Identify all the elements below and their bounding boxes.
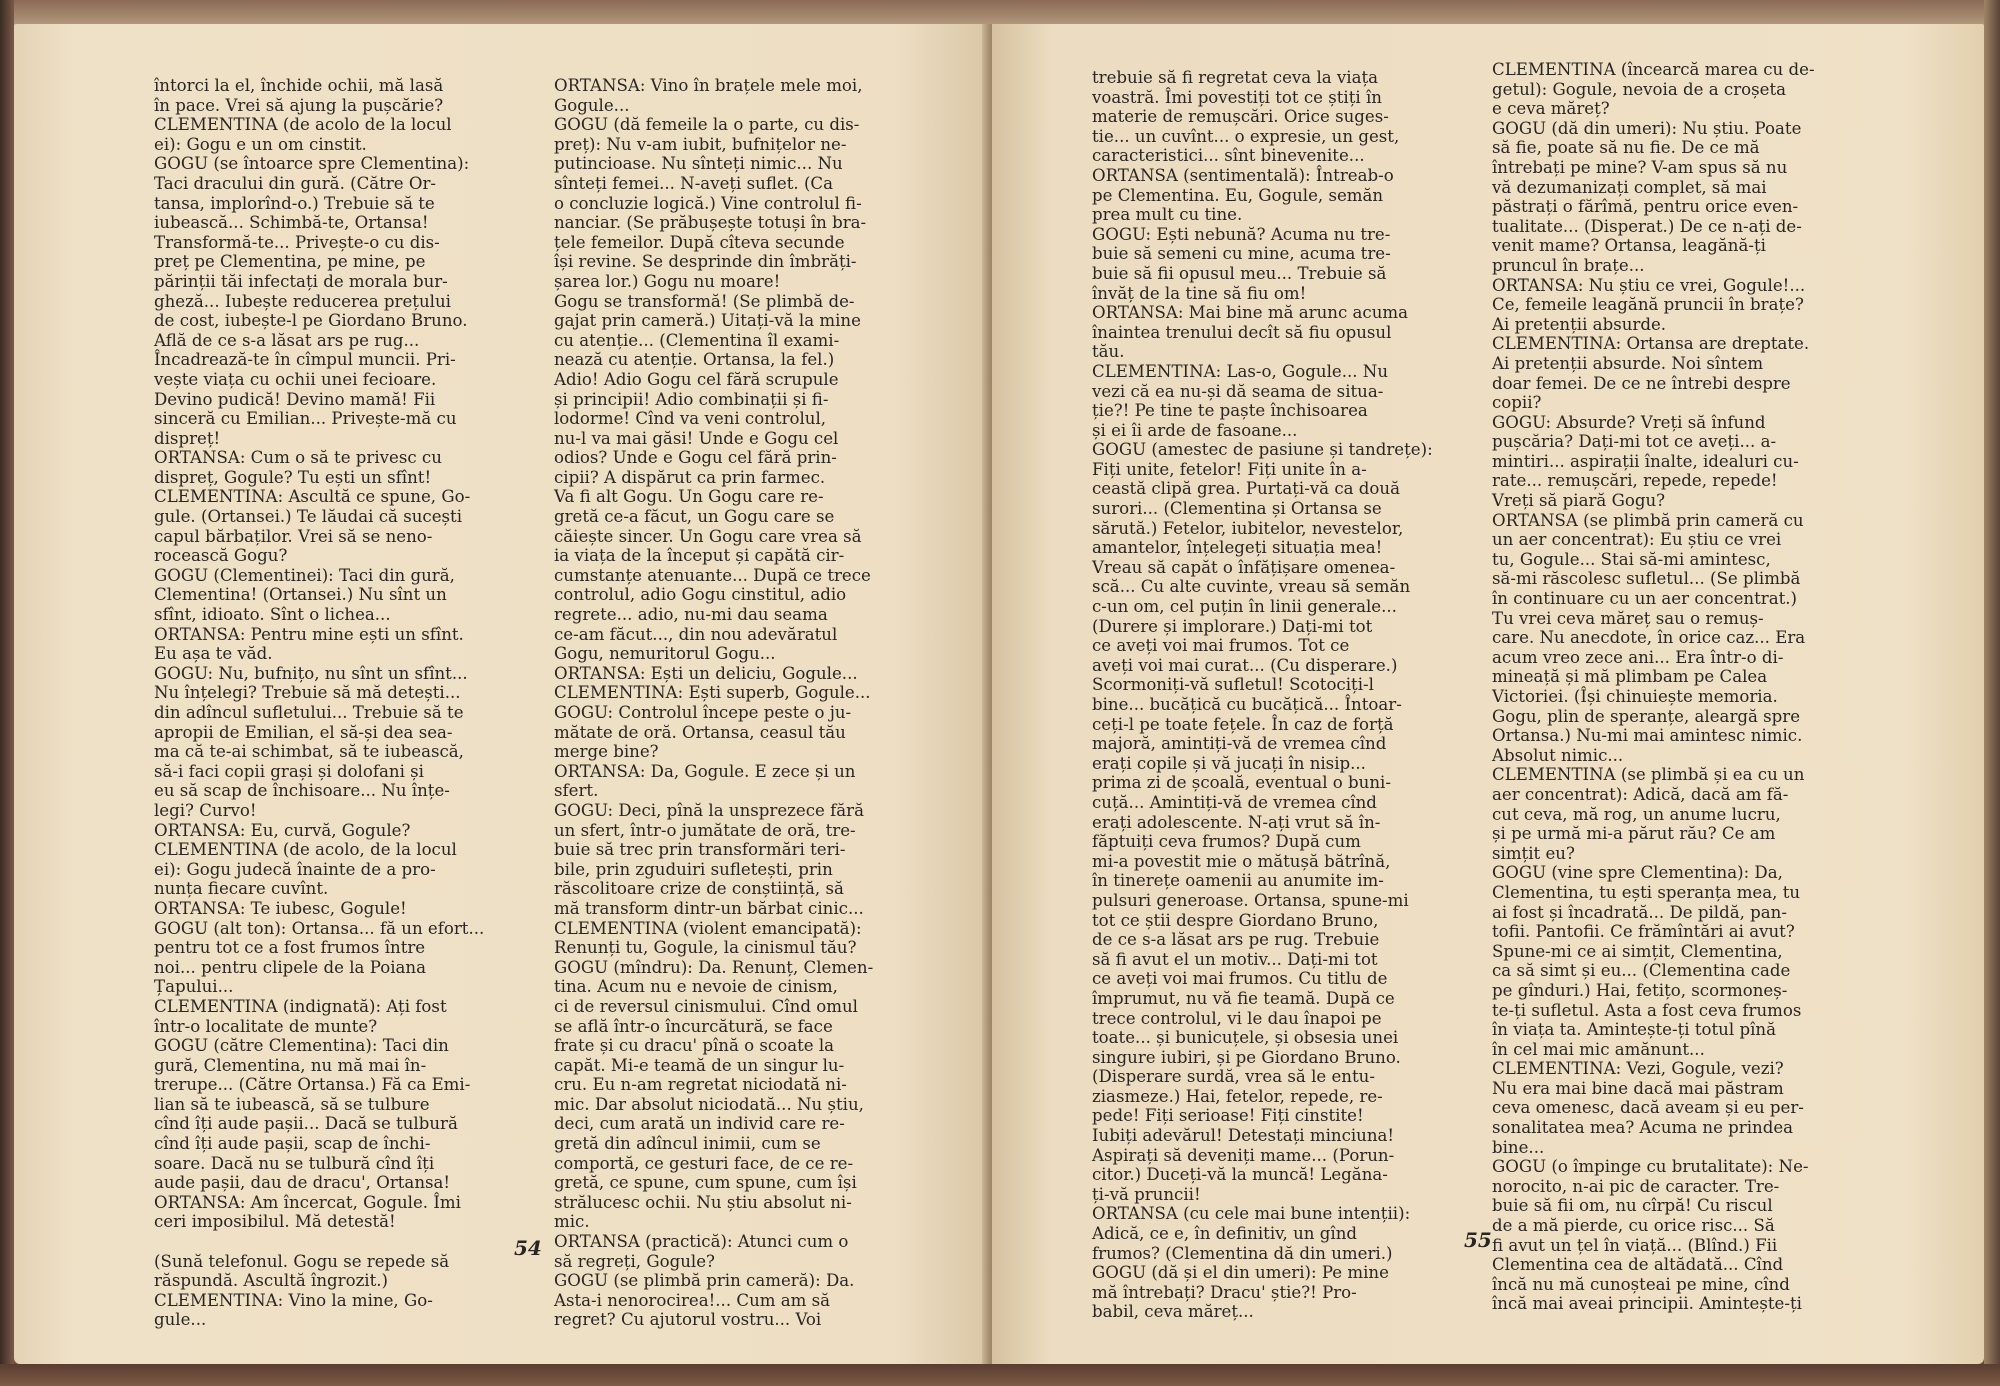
- text-line: mic. Dar absolut niciodată... Nu știu,: [554, 1094, 864, 1114]
- text-line: c-un om, cel puțin în linii generale...: [1092, 597, 1397, 617]
- text-line: Ai pretenții absurde.: [1492, 314, 1667, 334]
- text-line: merge bine?: [554, 742, 659, 762]
- text-line: gheză... Iubește reducerea prețului: [154, 291, 451, 311]
- text-line: CLEMENTINA (de acolo, de la locul: [154, 840, 457, 860]
- text-line: voastră. Îmi povestiți tot ce știți în: [1092, 87, 1382, 107]
- text-line: GOGU (o împinge cu brutalitate): Ne-: [1492, 1157, 1809, 1177]
- text-line: gretă din adîncul inimii, cum se: [554, 1134, 821, 1154]
- text-line: Scormoniți-vă sufletul! Scotociți-l: [1092, 675, 1374, 695]
- text-line: cru. Eu n-am regretat niciodată ni-: [554, 1075, 847, 1095]
- scan-bottom-edge: [0, 1364, 2000, 1386]
- text-line: cu atenție... (Clementina îl exami-: [554, 330, 840, 350]
- text-line: vezi că ea nu-și dă seama de situa-: [1092, 381, 1384, 401]
- text-line: CLEMENTINA: Vezi, Gogule, vezi?: [1492, 1059, 1784, 1079]
- text-line: getul): Gogule, nevoia de a croșeta: [1492, 79, 1787, 99]
- text-line: Clementina cea de altădată... Cînd: [1492, 1255, 1784, 1275]
- text-line: se află într-o încurcătură, se face: [554, 1016, 833, 1036]
- text-line: ORTANSA: Da, Gogule. E zece și un: [554, 761, 856, 781]
- text-line: norocito, n-ai pic de caracter. Tre-: [1492, 1176, 1780, 1196]
- text-line: ma că te-ai schimbat, să te iubească,: [154, 742, 464, 762]
- text-line: cumstanțe atenuante... După ce trece: [554, 565, 871, 585]
- text-line: GOGU (dă și el din umeri): Pe mine: [1092, 1263, 1389, 1283]
- text-line: GOGU: Nu, bufnițo, nu sînt un sfînt...: [154, 663, 468, 683]
- text-line: rocească Gogu?: [154, 546, 288, 566]
- text-line: preț): Nu v-am iubit, bufnițelor ne-: [554, 134, 847, 154]
- text-line: ca să simt și eu... (Clementina cade: [1492, 961, 1791, 981]
- text-line: bine...: [1492, 1137, 1545, 1157]
- text-line: trebuie să fi regretat ceva la viața: [1092, 68, 1379, 87]
- text-line: un sfert, într-o jumătate de oră, tre-: [554, 820, 856, 840]
- text-line: GOGU (dă femeile la o parte, cu dis-: [554, 115, 860, 135]
- text-line: GOGU (către Clementina): Taci din: [154, 1036, 449, 1056]
- text-line: ci de reversul cinismului. Cînd omul: [554, 996, 858, 1016]
- text-line: aveți voi mai curat... (Cu disperare.): [1092, 655, 1398, 675]
- text-line: Aspirați să deveniți mame... (Porun-: [1092, 1145, 1395, 1165]
- text-line: Vreau să capăt o înfățișare omenea-: [1092, 557, 1396, 577]
- text-line: cuță... Amintiți-vă de vremea cînd: [1092, 792, 1377, 812]
- text-line: să fi avut el un motiv... Dați-mi tot: [1092, 949, 1378, 969]
- text-line: și pe urmă mi-a părut rău? Ce am: [1492, 824, 1776, 844]
- text-line: ceva omenesc, dacă aveam și eu per-: [1492, 1098, 1804, 1118]
- text-line: (Durere și implorare.) Dați-mi tot: [1092, 616, 1373, 636]
- text-line: ORTANSA: Cum o să te privesc cu: [154, 448, 442, 468]
- text-line: ORTANSA: Mai bine mă arunc acuma: [1092, 303, 1409, 323]
- text-line: căiește sincer. Un Gogu care vrea să: [554, 526, 862, 546]
- text-line: ORTANSA: Te iubesc, Gogule!: [154, 898, 407, 918]
- text-line: ceți-l pe toate fețele. În caz de forță: [1092, 714, 1394, 734]
- text-line: e ceva măreț?: [1492, 99, 1610, 119]
- text-line: legi? Curvo!: [154, 800, 257, 820]
- text-line: făptuiți ceva frumos? După cum: [1092, 832, 1361, 852]
- text-line: amantelor, înțelegeți situația mea!: [1092, 538, 1383, 558]
- text-line: tie... un cuvînt... o expresie, un gest,: [1092, 126, 1400, 146]
- text-line: gură, Clementina, nu mă mai în-: [154, 1055, 427, 1075]
- text-line: apropii de Emilian, el să-și dea sea-: [154, 722, 453, 742]
- text-line: cînd îți aude pașii... Dacă se tulbură: [154, 1114, 458, 1134]
- right-page-column-2: [1492, 60, 1815, 1314]
- text-line: GOGU (vine spre Clementina): Da,: [1492, 863, 1783, 883]
- text-line: mic.: [554, 1212, 590, 1232]
- text-line: mi-a povestit mie o mătușă bătrînă,: [1092, 851, 1391, 871]
- text-line: rate... remușcări, repede, repede!: [1492, 471, 1778, 491]
- text-line: ce-am făcut..., din nou adevăratul: [554, 624, 838, 644]
- text-line: mă întrebați? Dracu' știe?! Pro-: [1092, 1282, 1357, 1302]
- text-line: Află de ce s-a lăsat ars pe rug...: [154, 330, 420, 350]
- text-line: ORTANSA: Vino în brațele mele moi,: [554, 76, 863, 95]
- text-line: (Disperare surdă, vrea să le entu-: [1092, 1067, 1375, 1087]
- text-line: ORTANSA: Nu știu ce vrei, Gogule!...: [1492, 275, 1806, 295]
- text-line: nu-l va mai găsi! Unde e Gogu cel: [554, 428, 839, 448]
- text-line: eu să scap de închisoare... Nu înțe-: [154, 781, 450, 801]
- text-line: împrumut, nu vă fie teamă. După ce: [1092, 988, 1395, 1008]
- text-line: surori... (Clementina și Ortansa se: [1092, 499, 1382, 519]
- text-line: să-i faci copii grași și dolofani și: [154, 761, 424, 781]
- text-line: țele femeilor. După cîteva secunde: [554, 232, 845, 252]
- right-page: [992, 24, 1984, 1364]
- text-line: gretă ce-a făcut, un Gogu care se: [554, 507, 835, 527]
- text-line: gretă, ce spune, cum spune, cum își: [554, 1173, 857, 1193]
- text-line: deci, cum arată un individ care re-: [554, 1114, 845, 1134]
- text-line: Spune-mi ce ai simțit, Clementina,: [1492, 941, 1783, 961]
- text-line: Eu așa te văd.: [154, 644, 273, 664]
- text-line: Tu vrei ceva măreț sau o remuș-: [1492, 608, 1764, 628]
- text-line: lodorme! Cînd va veni controlul,: [554, 409, 827, 429]
- text-line: mineață și mă plimbam pe Calea: [1492, 667, 1768, 687]
- text-line: șarea lor.) Gogu nu moare!: [554, 271, 781, 291]
- text-line: CLEMENTINA (de acolo de la locul: [154, 115, 452, 135]
- text-line: capul bărbaților. Vrei să se neno-: [154, 526, 433, 546]
- text-line: caracteristici... sînt binevenite...: [1092, 146, 1365, 166]
- text-line: doar femei. De ce ne întrebi despre: [1492, 373, 1791, 393]
- text-line: CLEMENTINA: Vino la mine, Go-: [154, 1290, 433, 1310]
- text-line: mă transform dintr-un bărbat cinic...: [554, 898, 864, 918]
- text-line: pușcăria? Dați-mi tot ce aveți... a-: [1492, 432, 1777, 452]
- text-line: GOGU (mîndru): Da. Renunț, Clemen-: [554, 957, 874, 977]
- text-line: odios? Unde e Gogu cel fără prin-: [554, 448, 837, 468]
- text-line: nunța fiecare cuvînt.: [154, 879, 329, 899]
- left-page-column-2: [554, 76, 873, 1330]
- scan-top-edge: [0, 0, 2000, 26]
- text-line: răspundă. Ascultă îngrozit.): [154, 1271, 389, 1291]
- text-line: fi avut un țel în viață... (Blînd.) Fii: [1492, 1235, 1778, 1255]
- left-page-column-1: [154, 76, 484, 1330]
- text-line: Clementina! (Ortansei.) Nu sînt un: [154, 585, 447, 605]
- text-line: pe Clementina. Eu, Gogule, semăn: [1092, 185, 1384, 205]
- text-line: Absolut nimic...: [1492, 745, 1624, 765]
- text-line: simțit eu?: [1492, 843, 1575, 863]
- text-line: lian să te iubească, să se tulbure: [154, 1094, 430, 1114]
- text-line: sfert.: [554, 781, 599, 801]
- text-line: întorci la el, închide ochii, mă lasă: [154, 76, 444, 95]
- text-line: CLEMENTINA: Ești superb, Gogule...: [554, 683, 871, 703]
- text-line: GOGU (alt ton): Ortansa... fă un efort...: [154, 918, 485, 938]
- text-line: materie de remușcări. Orice suges-: [1092, 107, 1389, 127]
- text-line: ei): Gogu e un om cinstit.: [154, 134, 367, 154]
- text-line: copii?: [1492, 393, 1542, 413]
- text-line: prea mult cu tine.: [1092, 205, 1243, 225]
- text-line: Gogu, plin de speranțe, aleargă spre: [1492, 706, 1801, 726]
- text-line: capăt. Mi-e teamă de un singur lu-: [554, 1055, 845, 1075]
- text-line: de cost, iubește-l pe Giordano Bruno.: [154, 311, 468, 331]
- text-line: noi... pentru clipele de la Poiana: [154, 957, 426, 977]
- left-page: [14, 24, 990, 1364]
- text-line: dispreț!: [154, 428, 221, 448]
- text-line: GOGU (amestec de pasiune și tandrețe):: [1092, 440, 1433, 460]
- text-line: ORTANSA: Eu, curvă, Gogule?: [154, 820, 411, 840]
- text-line: ia viața de la început și capătă cir-: [554, 546, 845, 566]
- text-line: gule...: [154, 1310, 207, 1330]
- text-line: controlul, adio Gogu cinstitul, adio: [554, 585, 847, 605]
- text-line: GOGU: Deci, pînă la unsprezece fără: [554, 800, 864, 820]
- text-line: (Sună telefonul. Gogu se repede să: [154, 1251, 450, 1271]
- text-line: Devino pudică! Devino mamă! Fii: [154, 389, 436, 409]
- text-line: ORTANSA (se plimbă prin cameră cu: [1492, 510, 1804, 530]
- text-line: să-mi răscolesc sufletul... (Se plimbă: [1492, 569, 1801, 589]
- text-line: pe gînduri.) Hai, fetițo, scormoneș-: [1492, 980, 1788, 1000]
- text-line: CLEMENTINA (indignată): Ați fost: [154, 996, 447, 1016]
- text-line: în pace. Vrei să ajung la pușcărie?: [154, 95, 444, 115]
- text-line: ORTANSA: Pentru mine ești un sfînt.: [154, 624, 464, 644]
- text-line: GOGU (se întoarce spre Clementina):: [154, 154, 470, 174]
- text-line: CLEMENTINA (se plimbă și ea cu un: [1492, 765, 1805, 785]
- text-line: încă mai aveai principii. Amintește-ți: [1492, 1294, 1802, 1314]
- text-line: Nu era mai bine dacă mai păstram: [1492, 1078, 1784, 1098]
- text-line: Va fi alt Gogu. Un Gogu care re-: [554, 487, 824, 507]
- text-line: într-o localitate de munte?: [154, 1016, 378, 1036]
- text-line: venit mame? Ortansa, leagănă-ți: [1492, 236, 1766, 256]
- text-line: trerupe... (Către Ortansa.) Fă ca Emi-: [154, 1075, 471, 1095]
- text-line: tot ce știi despre Giordano Bruno,: [1092, 910, 1379, 930]
- text-line: te-ți sufletul. Asta a fost ceva frumos: [1492, 1000, 1802, 1020]
- text-line: CLEMENTINA (încearcă marea cu de-: [1492, 60, 1815, 79]
- text-line: aer concentrat): Adică, dacă am fă-: [1492, 784, 1789, 804]
- text-line: încă nu mă cunoșteai pe mine, cînd: [1492, 1274, 1790, 1294]
- text-line: sărută.) Fetelor, iubitelor, nevestelor,: [1092, 518, 1404, 538]
- text-line: Ortansa.) Nu-mi mai amintesc nimic.: [1492, 726, 1803, 746]
- text-line: Asta-i nenorocirea!... Cum am să: [554, 1290, 831, 1310]
- text-line: toate... și bunicuțele, și obsesia unei: [1092, 1028, 1399, 1048]
- text-line: erați adolescente. N-ați vrut să în-: [1092, 812, 1381, 832]
- page-number-right: 55: [1464, 1228, 1492, 1252]
- text-line: Iubiți adevărul! Detestați minciuna!: [1092, 1126, 1395, 1146]
- text-line: ceri imposibilul. Mă detestă!: [154, 1212, 396, 1232]
- text-line: Nu înțelegi? Trebuie să mă detești...: [154, 683, 461, 703]
- text-line: în tinerețe oamenii au anumite im-: [1092, 871, 1384, 891]
- text-line: pruncul în brațe...: [1492, 255, 1645, 275]
- text-line: tina. Acum nu e nevoie de cinism,: [554, 977, 838, 997]
- text-line: tualitate... (Disperat.) De ce n-ați de-: [1492, 216, 1802, 236]
- text-line: o concluzie logică.) Vine controlul fi-: [554, 193, 862, 213]
- text-line: ORTANSA: Am încercat, Gogule. Îmi: [154, 1192, 461, 1212]
- text-line: Transformă-te... Privește-o cu dis-: [154, 232, 440, 252]
- text-line: comportă, ce gesturi face, de ce re-: [554, 1153, 854, 1173]
- text-line: un aer concentrat): Eu știu ce vrei: [1492, 530, 1782, 550]
- text-line: în continuare cu un aer concentrat.): [1492, 589, 1798, 609]
- text-line: Clementina, tu ești speranța mea, tu: [1492, 882, 1801, 902]
- text-line: ce aveți voi mai frumos. Cu titlu de: [1092, 969, 1388, 989]
- text-line: sfînt, idioato. Sînt o lichea...: [154, 605, 391, 625]
- text-line: ei): Gogu judecă înainte de a pro-: [154, 859, 436, 879]
- text-line: vă dezumanizați complet, să mai: [1492, 177, 1767, 197]
- text-line: pulsuri generoase. Ortansa, spune-mi: [1092, 890, 1409, 910]
- text-line: gajat prin cameră.) Uitați-vă la mine: [554, 311, 861, 331]
- text-line: Gogu, nemuritorul Gogu...: [554, 644, 776, 664]
- text-line: prima zi de școală, eventual o buni-: [1092, 773, 1391, 793]
- text-line: dispreț, Gogule? Tu ești un sfînt!: [154, 467, 432, 487]
- text-line: Taci dracului din gură. (Către Or-: [154, 173, 437, 193]
- text-line: Fiți unite, fetelor! Fiți unite în a-: [1092, 459, 1367, 479]
- text-line: sînteți femei... N-aveți suflet. (Ca: [554, 173, 834, 193]
- text-line: de ce s-a lăsat ars pe rug. Trebuie: [1092, 930, 1380, 950]
- text-line: ce aveți voi mai frumos. Tot ce: [1092, 636, 1350, 656]
- text-line: soare. Dacă nu se tulbură cînd îți: [154, 1153, 435, 1173]
- text-line: CLEMENTINA: Ortansa are dreptate.: [1492, 334, 1810, 354]
- text-line: pede! Fiți serioase! Fiți cinstite!: [1092, 1106, 1364, 1126]
- text-line: GOGU: Ești nebună? Acuma nu tre-: [1092, 224, 1391, 244]
- text-line: regret? Cu ajutorul vostru... Voi: [554, 1310, 822, 1330]
- text-line: în cel mai mic amănunt...: [1492, 1039, 1705, 1059]
- text-line: Gogule...: [554, 95, 630, 115]
- text-line: ziasmeze.) Hai, fetelor, repede, re-: [1092, 1086, 1383, 1106]
- text-line: cut ceva, mă rog, un anume lucru,: [1492, 804, 1781, 824]
- text-line: Vreți să piară Gogu?: [1492, 491, 1666, 511]
- text-line: ORTANSA (sentimentală): Întreab-o: [1092, 165, 1394, 185]
- text-line: Gogu se transformă! (Se plimbă de-: [554, 291, 855, 311]
- text-line: ai fost și încadrată... De pildă, pan-: [1492, 902, 1787, 922]
- text-line: ți-vă pruncii!: [1092, 1184, 1201, 1204]
- text-line: Țapului...: [154, 977, 234, 997]
- text-line: buie să fii om, nu cîrpă! Cu riscul: [1492, 1196, 1773, 1216]
- text-line: ORTANSA (cu cele mai bune intenții):: [1092, 1204, 1411, 1224]
- text-line: CLEMENTINA (violent emancipată):: [554, 918, 862, 938]
- text-line: nanciar. (Se prăbușește totuși în bra-: [554, 213, 867, 233]
- text-line: buie să semeni cu mine, acuma tre-: [1092, 244, 1391, 264]
- text-line: înaintea trenului decît să fiu opusul: [1092, 322, 1392, 342]
- text-line: nează cu atenție. Ortansa, la fel.): [554, 350, 835, 370]
- text-line: Ai pretenții absurde. Noi sîntem: [1492, 353, 1764, 373]
- text-line: vește viața cu ochii unei fecioare.: [154, 369, 437, 389]
- page-number-left: 54: [514, 1236, 542, 1260]
- text-line: și ei îi arde de fasoane...: [1092, 420, 1298, 440]
- text-line: majoră, amintiți-vă de vremea cînd: [1092, 734, 1387, 754]
- text-line: cînd îți aude pașii, scap de închi-: [154, 1134, 431, 1154]
- text-line: pentru tot ce a fost frumos între: [154, 938, 426, 958]
- text-line: tu, Gogule... Stai să-mi amintesc,: [1492, 549, 1771, 569]
- text-line: CLEMENTINA: Ascultă ce spune, Go-: [154, 487, 471, 507]
- book-binding-edge: [0, 0, 14, 1386]
- text-line: strălucesc ochii. Nu știu absolut ni-: [554, 1192, 852, 1212]
- text-line: ceastă clipă grea. Purtați-vă ca două: [1092, 479, 1400, 499]
- right-page-column-1: [1092, 68, 1433, 1322]
- text-line: Adio! Adio Gogu cel fără scrupule: [554, 369, 839, 389]
- text-line: ORTANSA (practică): Atunci cum o: [554, 1232, 849, 1252]
- text-line: frate și cu dracu' pînă o scoate la: [554, 1036, 835, 1056]
- text-line: să fie, poate să nu fie. De ce mă: [1492, 138, 1760, 158]
- text-line: acum vreo zece ani... Era într-o di-: [1492, 647, 1784, 667]
- text-line: învăț de la tine să fiu om!: [1092, 283, 1307, 303]
- book-right-edge: [1984, 0, 2000, 1386]
- text-line: cipii? A dispărut ca prin farmec.: [554, 467, 826, 487]
- text-line: bile, prin zguduiri sufletești, prin: [554, 859, 833, 879]
- text-line: GOGU (se plimbă prin cameră): Da.: [554, 1271, 855, 1291]
- text-line: tău.: [1092, 342, 1125, 362]
- text-line: sonalitatea mea? Acuma ne prindea: [1492, 1118, 1794, 1138]
- text-line: mintiri... aspirații înalte, idealuri cu-: [1492, 451, 1799, 471]
- text-line: păstrați o fărîmă, pentru orice even-: [1492, 197, 1799, 217]
- text-line: ORTANSA: Ești un deliciu, Gogule...: [554, 663, 858, 683]
- text-line: GOGU (dă din umeri): Nu știu. Poate: [1492, 118, 1802, 138]
- text-line: putincioase. Nu sînteți nimic... Nu: [554, 154, 843, 174]
- text-line: erați copile și vă jucați în nisip...: [1092, 753, 1366, 773]
- text-line: buie să fii opusul meu... Trebuie să: [1092, 263, 1387, 283]
- text-line: răscolitoare crize de conștiință, să: [554, 879, 844, 899]
- text-line: aude pașii, dau de dracu', Ortansa!: [154, 1173, 451, 1193]
- text-line: trece controlul, vi le dau înapoi pe: [1092, 1008, 1382, 1028]
- text-line: care. Nu anecdote, în orice caz... Era: [1492, 628, 1806, 648]
- text-line: Renunți tu, Gogule, la cinismul tău?: [554, 938, 857, 958]
- text-line: scă... Cu alte cuvinte, vreau să semăn: [1092, 577, 1411, 597]
- text-line: Victoriei. (Își chinuiește memoria.: [1492, 687, 1778, 706]
- text-line: gule. (Ortansei.) Te lăudai că sucești: [154, 507, 463, 527]
- text-line: GOGU (Clementinei): Taci din gură,: [154, 565, 455, 585]
- text-line: de a mă pierde, cu orice risc... Să: [1492, 1216, 1775, 1236]
- text-line: tansa, implorînd-o.) Trebuie să te: [154, 193, 435, 213]
- text-line: Încadrează-te în cîmpul muncii. Pri-: [154, 350, 456, 370]
- text-line: își revine. Se desprinde din îmbrăți-: [554, 252, 857, 272]
- text-line: în viața ta. Amintește-ți totul pînă: [1492, 1020, 1776, 1040]
- text-line: CLEMENTINA: Las-o, Gogule... Nu: [1092, 361, 1389, 381]
- text-line: Ce, femeile leagănă pruncii în brațe?: [1492, 295, 1804, 315]
- text-line: babil, ceva măreț...: [1092, 1302, 1254, 1322]
- text-line: buie să trec prin transformări teri-: [554, 840, 846, 860]
- text-line: preț pe Clementina, pe mine, pe: [154, 252, 426, 272]
- text-line: tofii. Pantofii. Ce frămîntări ai avut?: [1492, 922, 1795, 942]
- text-line: din adîncul sufletului... Trebuie să te: [154, 703, 464, 722]
- text-line: GOGU: Absurde? Vreți să înfund: [1492, 412, 1766, 432]
- text-line: frumos? (Clementina dă din umeri.): [1092, 1243, 1393, 1263]
- text-line: citor.) Duceți-vă la muncă! Legăna-: [1092, 1165, 1388, 1185]
- text-line: bine... bucățică cu bucățică... Întoar-: [1092, 695, 1402, 714]
- text-line: ție?! Pe tine te paște închisoarea: [1092, 401, 1368, 421]
- text-line: [154, 1232, 484, 1252]
- text-line: regrete... adio, nu-mi dau seama: [554, 605, 828, 625]
- text-line: să regreți, Gogule?: [554, 1251, 715, 1271]
- text-line: iubească... Schimbă-te, Ortansa!: [154, 213, 429, 233]
- text-line: părinții tăi infectați de morala bur-: [154, 271, 448, 291]
- text-line: singure iubiri, și pe Giordano Bruno.: [1092, 1047, 1401, 1067]
- text-line: întrebați pe mine? V-am spus să nu: [1492, 157, 1788, 177]
- text-line: sinceră cu Emilian... Privește-mă cu: [154, 409, 457, 429]
- text-line: Adică, ce e, în definitiv, un gînd: [1092, 1224, 1357, 1244]
- text-line: mătate de oră. Ortansa, ceasul tău: [554, 722, 846, 742]
- text-line: și principii! Adio combinații și fi-: [554, 389, 829, 409]
- text-line: GOGU: Controlul începe peste o ju-: [554, 703, 852, 722]
